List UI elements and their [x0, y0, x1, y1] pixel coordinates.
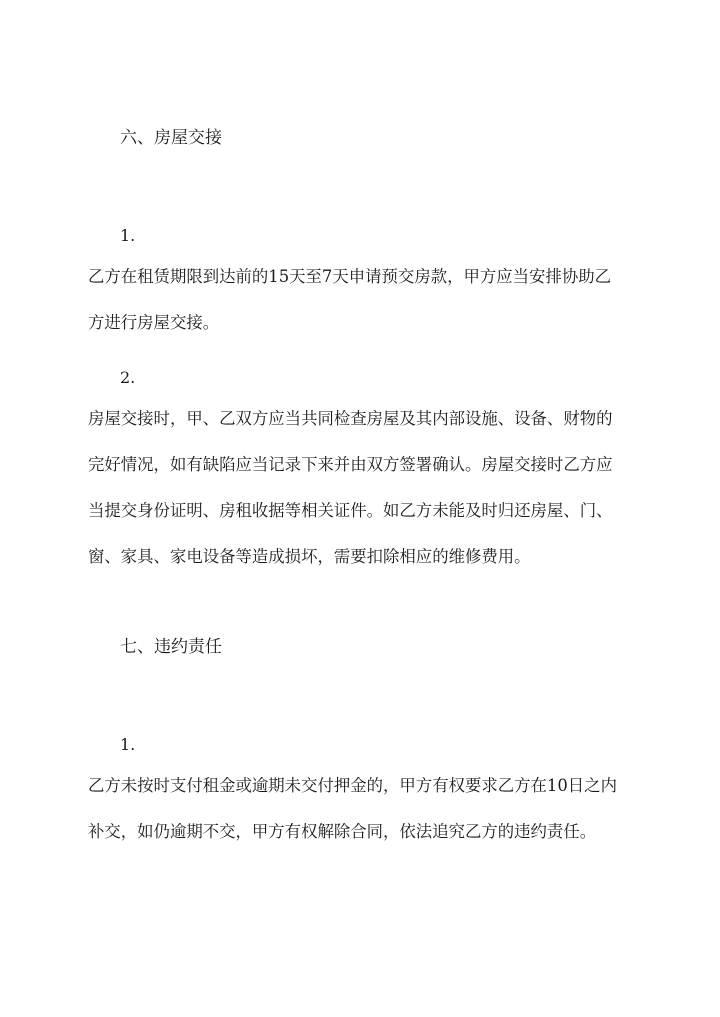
paragraph-line: 完好情况，如有缺陷应当记录下来并由双方签署确认。房屋交接时乙方应 — [88, 455, 613, 474]
item-number: 2. — [120, 368, 136, 387]
paragraph-line: 窗、家具、家电设备等造成损坏，需要扣除相应的维修费用。 — [88, 547, 531, 566]
section-heading-handover: 六、房屋交接 — [120, 128, 222, 148]
paragraph-line: 方进行房屋交接。 — [88, 313, 220, 332]
paragraph-line: 当提交身份证明、房租收据等相关证件。如乙方未能及时归还房屋、门、 — [88, 501, 613, 520]
section-heading-breach: 七、违约责任 — [120, 637, 222, 657]
paragraph-line: 乙方未按时支付租金或逾期未交付押金的，甲方有权要求乙方在10日之内 — [88, 776, 617, 795]
paragraph — [88, 396, 648, 580]
paragraph-line: 乙方在租赁期限到达前的15天至7天申请预交房款，甲方应当安排协助乙 — [88, 267, 612, 286]
paragraph-line: 补交，如仍逾期不交，甲方有权解除合同，依法追究乙方的违约责任。 — [88, 822, 597, 841]
paragraph-line: 房屋交接时，甲、乙双方应当共同检查房屋及其内部设施、设备、财物的 — [88, 409, 613, 428]
item-number: 1. — [120, 735, 136, 754]
paragraph — [88, 763, 648, 855]
item-number: 1. — [120, 226, 136, 245]
paragraph — [88, 254, 648, 346]
